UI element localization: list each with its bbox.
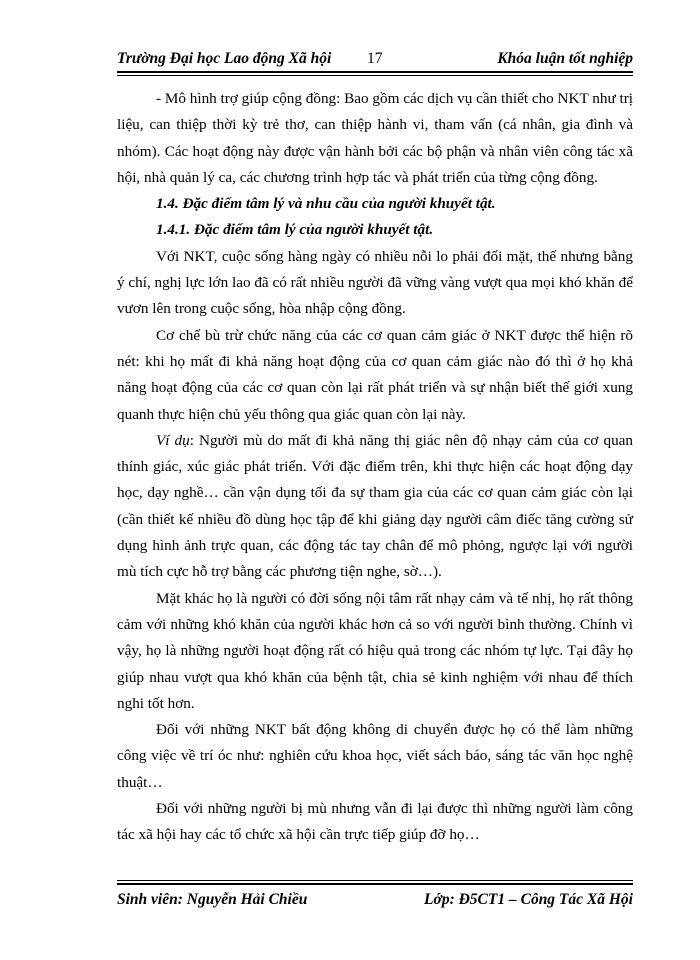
student-name: Sinh viên: Nguyễn Hải Chiều: [117, 891, 308, 908]
page-number: 17: [367, 50, 383, 67]
section-heading: 1.4. Đặc điểm tâm lý và nhu cầu của người khuyết tật.: [156, 195, 496, 213]
document-type: Khóa luận tốt nghiệp: [497, 50, 633, 67]
page-footer: [117, 888, 633, 914]
class-name: Lớp: Đ5CT1 – Công Tác Xã Hội: [424, 891, 633, 908]
example-text: : Người mù do mất đi khả năng thị giác nên độ nhạy cảm của cơ quan thính giác, xúc giác phát triển. Với đặc điểm trên, khi thực hiện các hoạt động dạy học, dạy nghề… cần vận dụng tối đa sự tham gia của các cơ quan cảm giác còn lại (cần thiết kế nhiều đồ dùng học tập để khi giảng dạy người câm điếc tăng cường sử dụng hình ảnh trực quan, các động tác tay chân để mô phỏng, ngược lại với người mù tích cực hỗ trợ bằng các phương tiện nghe, sờ…).: [117, 431, 633, 581]
paragraph-immobile: Đối với những NKT bất động không di chuyển được họ có thể làm những công việc về trí óc như: nghiên cứu khoa học, viết sách báo, sáng tác văn học nghệ thuật…: [117, 721, 633, 791]
page-header: [117, 46, 633, 72]
paragraph-daily-life: Với NKT, cuộc sống hàng ngày có nhiều nỗi lo phải đối mặt, thế nhưng bằng ý chí, nghị lực lớn lao đã có rất nhiều người đã vững vàng vượt qua mọi khó khăn để vươn lên trong cuộc sống, hòa nhập cộng đồng.: [117, 247, 633, 318]
paragraph-community-model: - Mô hình trợ giúp cộng đồng: Bao gồm các dịch vụ cần thiết cho NKT như trị liệu, can thiệp thời kỳ trẻ thơ, can thiệp hành vi, tham vấn (cá nhân, gia đình và nhóm). Các hoạt động này được vận hành bởi các bộ phận và nhân viên công tác xã hội, nhà quản lý ca, các chương trình hợp tác và phát triển của từng cộng đồng.: [117, 90, 634, 186]
subsection-heading: 1.4.1. Đặc điểm tâm lý của người khuyết tật.: [156, 221, 434, 239]
header-rule-thick: [117, 71, 633, 73]
school-name: Trường Đại học Lao động Xã hội: [117, 50, 332, 67]
footer-rule-thick: [117, 883, 633, 885]
paragraph-inner-life: Mặt khác họ là người có đời sống nội tâm rất nhạy cảm và tế nhị, họ rất thông cảm với những khó khăn của người khác hơn cả so với người bình thường. Chính vì vậy, họ là những người hoạt động rất có hiệu quả trong các nhóm tự lực. Tại đây họ giúp nhau vượt qua khó khăn của bệnh tật, chia sẻ kinh nghiệm với nhau để thích nghi tốt hơn.: [117, 589, 633, 712]
header-rule-thin: [117, 75, 633, 76]
example-label: Ví dụ: [156, 431, 190, 449]
paragraph-example: [117, 428, 633, 586]
paragraph-blind: Đối với những người bị mù nhưng vẫn đi lại được thì những người làm công tác xã hội hay các tổ chức xã hội cần trực tiếp giúp đỡ họ…: [117, 800, 633, 844]
page-body: [117, 86, 633, 849]
paragraph-compensation: Cơ chế bù trừ chức năng của các cơ quan cảm giác ở NKT được thể hiện rõ nét: khi họ mất đi khả năng hoạt động của cơ quan cảm giác nào đó thì ở họ khả năng hoạt động của các cơ quan còn lại rất phát triển và sự nhận biết thế giới xung quanh thực hiện chủ yếu thông qua giác quan còn lại này.: [117, 326, 633, 423]
footer-rule-thin: [117, 880, 633, 881]
